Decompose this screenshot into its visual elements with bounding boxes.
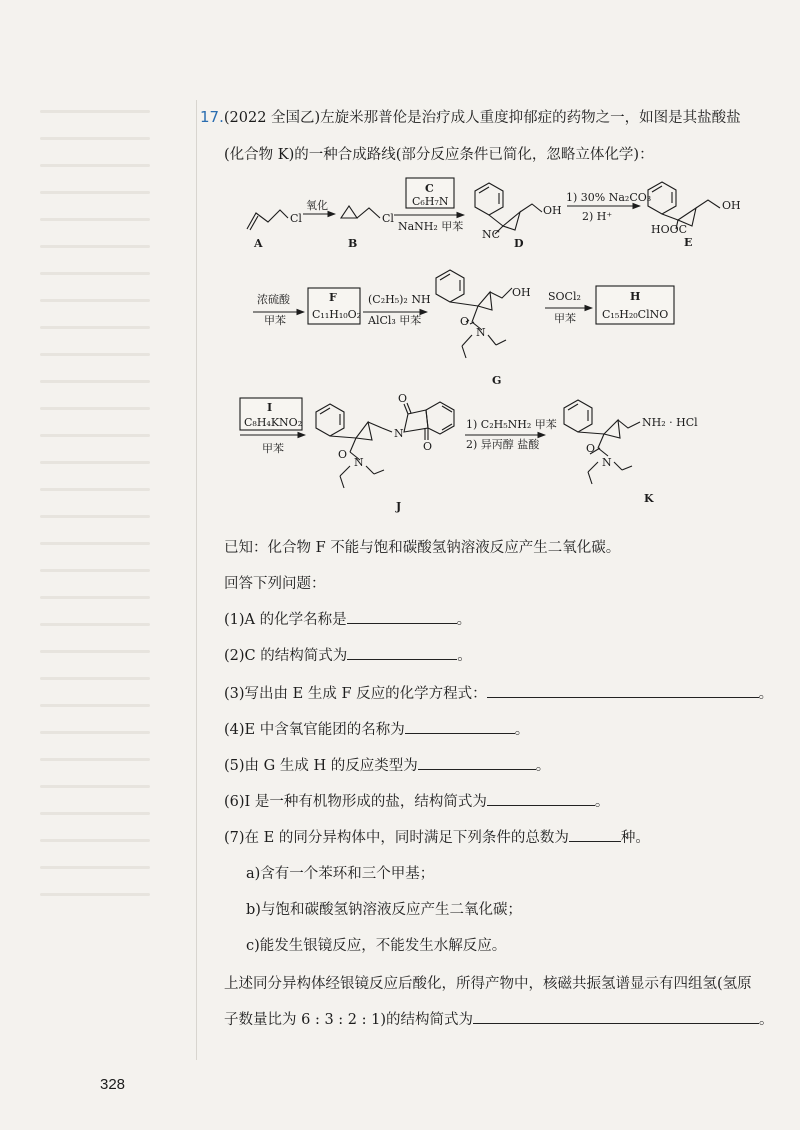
step4-top: 浓硫酸 <box>257 293 290 306</box>
step3-top: 1) 30% Na₂CO₃ <box>566 191 652 204</box>
box-F-formula: C₁₁H₁₀O₂ <box>312 308 362 321</box>
G-group-OH: OH <box>512 286 531 299</box>
compound-E <box>648 182 720 229</box>
label-K: K <box>644 492 654 505</box>
compound-B <box>341 206 380 218</box>
step7-bottom: 甲苯 <box>262 442 284 455</box>
answer-blank-8[interactable] <box>473 1009 759 1024</box>
answer-blank-2[interactable] <box>347 645 457 660</box>
question-3: (3)写出由 E 生成 F 反应的化学方程式： 。 <box>224 682 773 703</box>
question-6: (6)I 是一种有机物形成的盐，结构简式为 。 <box>224 790 609 811</box>
step8-bottom: 2) 异丙醇 盐酸 <box>466 438 540 451</box>
answer-blank-7[interactable] <box>569 827 621 842</box>
J-imide-O1: O <box>398 392 408 405</box>
J-imide-O2: O <box>423 440 433 453</box>
question-intro-line1: 17.(2022 全国乙)左旋米那普伦是治疗成人重度抑郁症的药物之一，如图是其盐酸盐 <box>200 108 741 126</box>
label-B: B <box>348 237 358 250</box>
box-C-label: C <box>425 182 434 195</box>
synthesis-scheme <box>0 0 800 520</box>
label-E: E <box>684 236 693 249</box>
step3-bottom: 2) H⁺ <box>582 210 613 223</box>
box-I-formula: C₈H₄KNO₂ <box>244 416 303 429</box>
condition-b: b)与饱和碳酸氢钠溶液反应产生二氧化碳； <box>246 902 522 918</box>
compound-D <box>475 183 542 234</box>
answer-blank-3[interactable] <box>487 683 759 698</box>
known-statement: 已知：化合物 F 不能与饱和碳酸氢钠溶液反应产生二氧化碳。 <box>224 540 621 556</box>
G-atom-N: N <box>476 326 486 339</box>
answer-blank-5[interactable] <box>418 755 536 770</box>
step6-top: SOCl₂ <box>548 290 581 303</box>
D-group-OH: OH <box>543 204 562 217</box>
answer-blank-4[interactable] <box>405 719 515 734</box>
step4-bottom: 甲苯 <box>264 314 286 327</box>
compound-K <box>564 400 640 484</box>
step1-label: 氧化 <box>306 199 328 212</box>
question-1: (1)A 的化学名称是 。 <box>224 608 471 629</box>
question-intro-line2: (化合物 K)的一种合成路线(部分反应条件已简化，忽略立体化学)： <box>224 147 654 163</box>
step8-top: 1) C₂H₅NH₂ 甲苯 <box>466 418 557 431</box>
box-I-label: I <box>267 401 273 414</box>
E-group-HOOC: HOOC <box>651 223 688 236</box>
K-atom-N: N <box>602 456 612 469</box>
D-group-NC: NC <box>482 228 501 241</box>
J-atom-N: N <box>354 456 364 469</box>
G-atom-O: O <box>460 315 470 328</box>
condition-a: a)含有一个苯环和三个甲基； <box>246 866 435 882</box>
J-atom-O: O <box>338 448 348 461</box>
question-4: (4)E 中含氧官能团的名称为 。 <box>224 718 529 739</box>
final-question-line1: 上述同分异构体经银镜反应后酸化，所得产物中，核磁共振氢谱显示有四组氢(氢原 <box>224 976 752 992</box>
box-C-formula: C₆H₇N <box>412 195 449 208</box>
label-A: A <box>254 237 263 250</box>
compound-J <box>316 402 454 488</box>
E-group-OH: OH <box>722 199 741 212</box>
box-H-formula: C₁₅H₂₀ClNO <box>602 308 669 321</box>
answer-blank-1[interactable] <box>347 609 457 624</box>
page-number: 328 <box>100 1076 126 1093</box>
label-G: G <box>492 374 502 387</box>
step5-top: (C₂H₅)₂ NH <box>368 293 431 306</box>
answer-prompt: 回答下列问题： <box>224 576 326 592</box>
answer-blank-6[interactable] <box>487 791 595 806</box>
box-H-label: H <box>630 290 641 303</box>
step6-bottom: 甲苯 <box>554 312 576 325</box>
question-7: (7)在 E 的同分异构体中，同时满足下列条件的总数为 种。 <box>224 826 650 847</box>
compound-A <box>247 210 288 230</box>
label-J: J <box>396 500 402 513</box>
compound-G <box>436 270 512 358</box>
question-5: (5)由 G 生成 H 的反应类型为 。 <box>224 754 550 775</box>
step2-conditions: NaNH₂ 甲苯 <box>398 220 464 233</box>
step5-bottom: AlCl₃ 甲苯 <box>368 314 422 327</box>
B-atom: Cl <box>382 212 394 225</box>
label-D: D <box>514 237 524 250</box>
question-number: 17. <box>200 108 224 126</box>
K-group: NH₂ · HCl <box>642 416 698 429</box>
condition-c: c)能发生银镜反应，不能发生水解反应。 <box>246 938 507 954</box>
A-atom: Cl <box>290 212 302 225</box>
box-F-label: F <box>329 291 337 304</box>
question-2: (2)C 的结构简式为 。 <box>224 644 472 665</box>
final-question-line2: 子数量比为 6 : 3 : 2 : 1)的结构简式为 。 <box>224 1008 773 1029</box>
J-imide-N: N <box>394 427 404 440</box>
K-atom-O: O <box>586 442 596 455</box>
